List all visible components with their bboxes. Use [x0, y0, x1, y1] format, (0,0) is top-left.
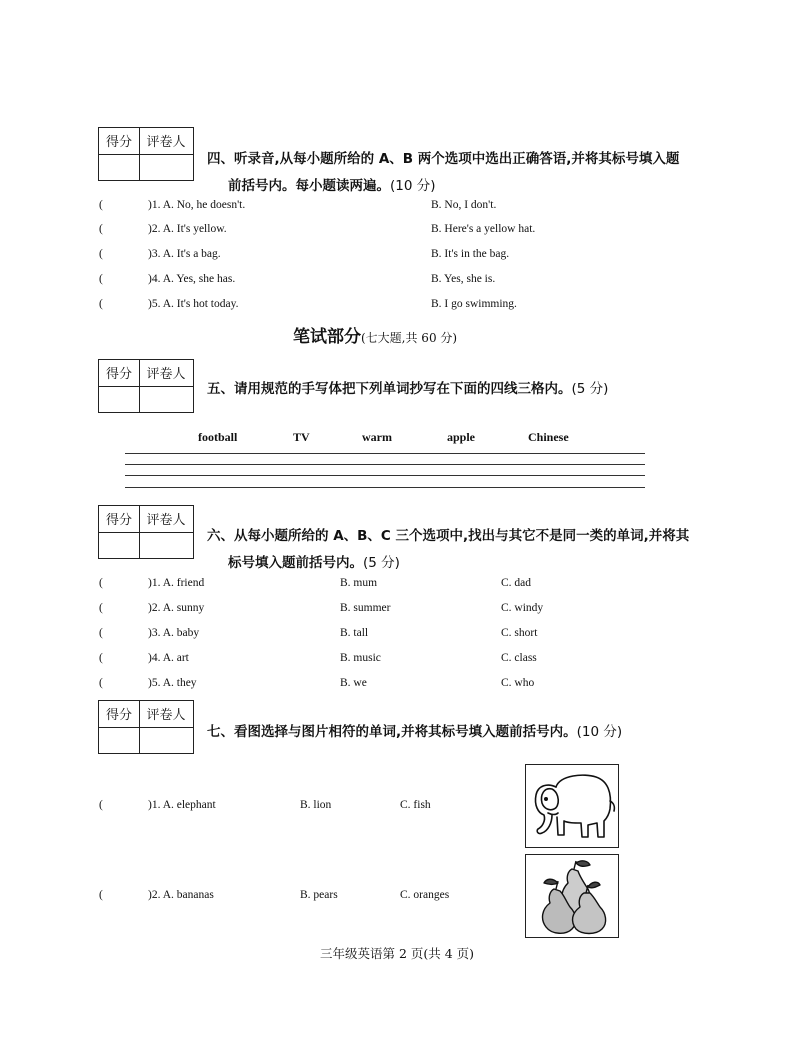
question-option-b: B. mum	[340, 577, 378, 589]
copy-word: warm	[362, 430, 392, 444]
question-option-c: C. fish	[400, 799, 431, 811]
question-option-a: )2. A. sunny	[148, 602, 205, 614]
answer-paren[interactable]: (	[99, 677, 103, 689]
answer-paren[interactable]: (	[99, 223, 103, 235]
question-option-c: C. short	[501, 627, 538, 639]
grader-label: 评卷人	[146, 135, 186, 150]
question-option-b: B. I go swimming.	[431, 298, 517, 310]
answer-paren[interactable]: (	[99, 298, 103, 310]
question-option-b: B. No, I don't.	[431, 199, 497, 211]
question-option-a: )4. A. art	[148, 652, 189, 664]
answer-paren[interactable]: (	[99, 273, 103, 285]
question-option-b: B. Yes, she is.	[431, 273, 496, 285]
question-option-a: )1. A. No, he doesn't.	[148, 199, 246, 211]
grader-label: 评卷人	[146, 708, 186, 723]
section6-title-line1: 六、从每小题所给的 A、B、C 三个选项中,找出与其它不是同一类的单词,并将其	[207, 528, 690, 544]
section5-title: 五、请用规范的手写体把下列单词抄写在下面的四线三格内。(5 分)	[207, 381, 609, 397]
question-option-a: )1. A. friend	[148, 577, 205, 589]
page-footer: 三年级英语第 2 页(共 4 页)	[319, 946, 475, 961]
copy-word: Chinese	[528, 430, 569, 444]
question-option-c: C. windy	[501, 602, 544, 614]
question-option-a: )3. A. baby	[148, 627, 200, 639]
section6-title-line2: 标号填入题前括号内。(5 分)	[228, 555, 400, 571]
score-label: 得分	[105, 367, 132, 382]
written-part-title: 笔试部分	[293, 327, 361, 347]
score-box-section6	[98, 505, 194, 559]
grader-label: 评卷人	[146, 367, 186, 382]
question-option-a: )2. A. It's yellow.	[148, 223, 227, 235]
question-option-b: B. It's in the bag.	[431, 248, 510, 260]
question-option-a: )2. A. bananas	[148, 889, 214, 901]
section4-title-line2: 前括号内。每小题读两遍。(10 分)	[228, 178, 436, 194]
grader-label: 评卷人	[146, 513, 186, 528]
answer-paren[interactable]: (	[99, 799, 103, 811]
question-option-c: C. oranges	[400, 889, 450, 901]
question-option-c: C. class	[501, 652, 537, 664]
question-option-a: )1. A. elephant	[148, 799, 216, 811]
score-label: 得分	[105, 135, 132, 150]
question-option-a: )4. A. Yes, she has.	[148, 273, 236, 285]
answer-paren[interactable]: (	[99, 602, 103, 614]
written-part-note: (七大题,共 60 分)	[361, 331, 458, 345]
pears-picture	[525, 854, 619, 938]
answer-paren[interactable]: (	[99, 627, 103, 639]
elephant-picture	[525, 764, 619, 848]
answer-paren[interactable]: (	[99, 248, 103, 260]
copy-word: TV	[293, 430, 310, 444]
question-option-b: B. we	[340, 677, 367, 689]
elephant-icon	[526, 765, 617, 846]
pears-icon	[526, 855, 617, 936]
answer-paren[interactable]: (	[99, 889, 103, 901]
section7-title: 七、看图选择与图片相符的单词,并将其标号填入题前括号内。(10 分)	[207, 724, 623, 740]
copy-word: apple	[447, 430, 476, 444]
answer-paren[interactable]: (	[99, 652, 103, 664]
score-label: 得分	[105, 708, 132, 723]
question-option-c: C. dad	[501, 577, 532, 589]
question-option-b: B. tall	[340, 627, 369, 639]
score-box-section5	[98, 359, 194, 413]
score-box-section4	[98, 127, 194, 181]
written-part-heading	[293, 322, 457, 347]
copy-word: football	[198, 430, 238, 444]
answer-paren[interactable]: (	[99, 199, 103, 211]
question-option-a: )5. A. they	[148, 677, 197, 689]
score-box-section7	[98, 700, 194, 754]
question-option-c: C. who	[501, 677, 535, 689]
question-option-a: )5. A. It's hot today.	[148, 298, 239, 310]
question-option-b: B. pears	[300, 889, 338, 901]
question-option-b: B. lion	[300, 799, 332, 811]
score-label: 得分	[105, 513, 132, 528]
question-option-b: B. music	[340, 652, 381, 664]
question-option-a: )3. A. It's a bag.	[148, 248, 221, 260]
section4-title-line1: 四、听录音,从每小题所给的 A、B 两个选项中选出正确答语,并将其标号填入题	[207, 151, 680, 167]
answer-paren[interactable]: (	[99, 577, 103, 589]
question-option-b: B. Here's a yellow hat.	[431, 223, 536, 235]
question-option-b: B. summer	[340, 602, 391, 614]
